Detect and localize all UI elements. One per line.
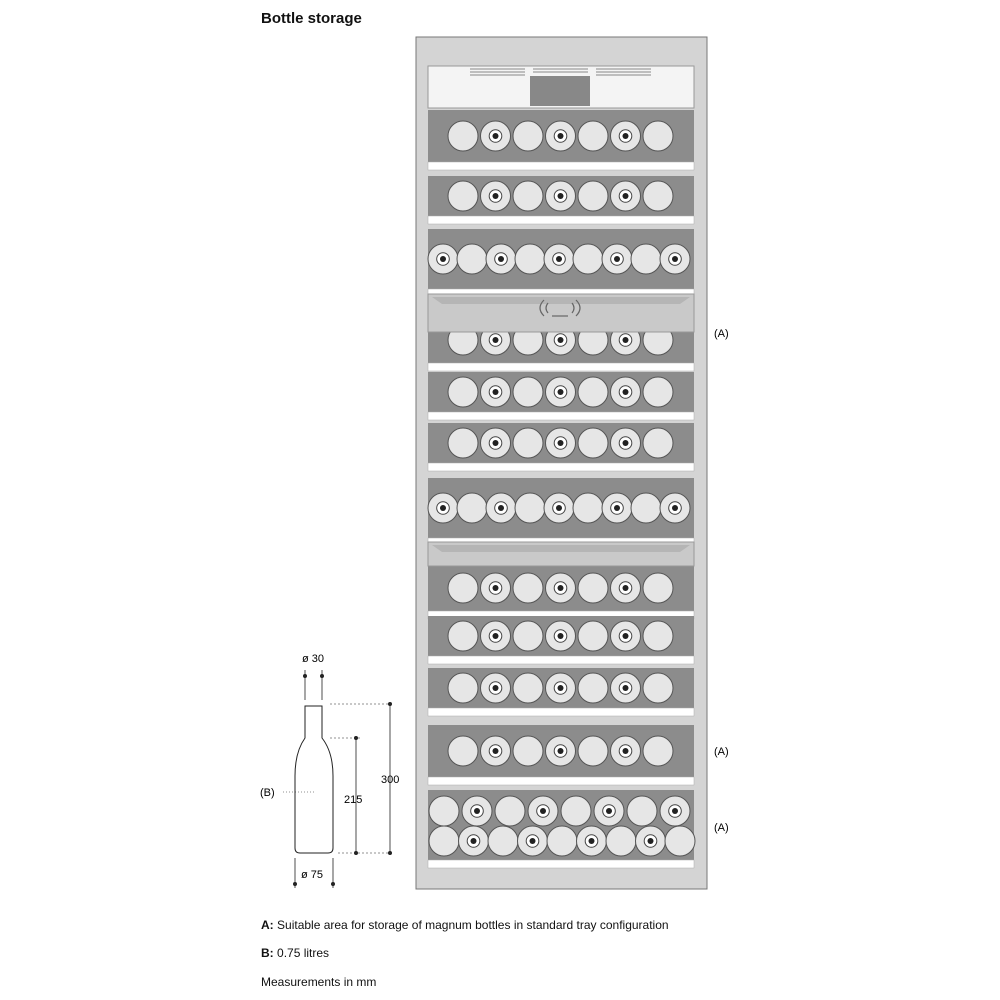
height-label: 300 (381, 774, 400, 786)
bottle-s8-1 (448, 573, 478, 603)
bottle-s10-1 (448, 673, 478, 703)
bottle-s9-5 (578, 621, 608, 651)
bottle-s8-6-cork (623, 585, 629, 591)
bottle-s10-5 (578, 673, 608, 703)
shelf-rail-5 (428, 412, 694, 420)
bottle-s11-4-cork (558, 748, 564, 754)
bottle-s4-4-cork (558, 337, 564, 343)
bottle-s11-1 (448, 736, 478, 766)
bottle-s6-3 (513, 428, 543, 458)
bottle-s3-3-cork (498, 256, 504, 262)
bottle-s12-bot-5 (547, 826, 577, 856)
bottle-s6-6-cork (623, 440, 629, 446)
bottle-s7-3-cork (498, 505, 504, 511)
bottle-s3-1-cork (440, 256, 446, 262)
divider-tray-lower-edge (432, 545, 690, 552)
bottle-s8-7 (643, 573, 673, 603)
bottle-s10-2-cork (493, 685, 499, 691)
bottle-s1-4-cork (558, 133, 564, 139)
neck-diameter-label: ø 30 (302, 653, 325, 665)
bottle-s1-5 (578, 121, 608, 151)
legend-a (261, 918, 669, 932)
bottle-s7-6 (573, 493, 603, 523)
bottle-s12-bot-4-cork (530, 838, 536, 844)
bottle-s8-4-cork (558, 585, 564, 591)
bottle-s11-2-cork (493, 748, 499, 754)
bottle-s2-4-cork (558, 193, 564, 199)
bottle-s5-2-cork (493, 389, 499, 395)
bottle-s2-1 (448, 181, 478, 211)
bottle-s5-5 (578, 377, 608, 407)
bottle-s12-top-7 (627, 796, 657, 826)
shelf-rail-2 (428, 216, 694, 224)
bottle-s7-4 (515, 493, 545, 523)
zone-label-lower-1: (A) (714, 746, 729, 758)
legend-b-text: 0.75 litres (277, 946, 330, 960)
bottle-s5-3 (513, 377, 543, 407)
bottle-s12-top-8-cork (672, 808, 678, 814)
bottle-s1-3 (513, 121, 543, 151)
bottle-outline (295, 706, 333, 853)
bottle-s5-4-cork (558, 389, 564, 395)
bottle-s9-2-cork (493, 633, 499, 639)
base-diameter-label: ø 75 (301, 869, 324, 881)
bottle-s3-9-cork (672, 256, 678, 262)
bottle-s7-1-cork (440, 505, 446, 511)
bottle-s7-5-cork (556, 505, 562, 511)
divider-tray-upper-edge (432, 297, 690, 304)
bottle-s12-bot-9 (665, 826, 695, 856)
bottle-s9-7 (643, 621, 673, 651)
legend-a-text: Suitable area for storage of magnum bottles in standard tray configuration (277, 918, 669, 932)
bottle-s2-7 (643, 181, 673, 211)
bottle-s12-bot-1 (429, 826, 459, 856)
zone-label-lower-2: (A) (714, 822, 729, 834)
bottle-s12-bot-6-cork (589, 838, 595, 844)
bottle-s10-7 (643, 673, 673, 703)
bottle-s1-6-cork (623, 133, 629, 139)
shelf-rail-6 (428, 463, 694, 471)
page-title: Bottle storage (261, 10, 362, 27)
bottle-s12-top-2-cork (474, 808, 480, 814)
bottle-s3-5-cork (556, 256, 562, 262)
bottle-s6-1 (448, 428, 478, 458)
bottle-s12-top-6-cork (606, 808, 612, 814)
bottle-s11-7 (643, 736, 673, 766)
zone-label-upper: (A) (714, 328, 729, 340)
display-window (530, 76, 590, 106)
bottle-s9-3 (513, 621, 543, 651)
bottle-s12-top-5 (561, 796, 591, 826)
bottle-s10-6-cork (623, 685, 629, 691)
bottle-s8-3 (513, 573, 543, 603)
shelf-rail-12 (428, 860, 694, 868)
bottle-s2-2-cork (493, 193, 499, 199)
bottle-s11-6-cork (623, 748, 629, 754)
bottle-s3-7-cork (614, 256, 620, 262)
bottle-s12-bot-2-cork (471, 838, 477, 844)
legend-a-key: A: (261, 918, 274, 932)
bottle-s11-3 (513, 736, 543, 766)
bottle-s7-7-cork (614, 505, 620, 511)
shelf-rail-11 (428, 777, 694, 785)
bottle-s12-bot-8-cork (648, 838, 654, 844)
legend-measurements: Measurements in mm (261, 975, 377, 989)
bottle-s12-bot-7 (606, 826, 636, 856)
bottle-s6-4-cork (558, 440, 564, 446)
bottle-s3-2 (457, 244, 487, 274)
bottle-s7-8 (631, 493, 661, 523)
bottle-s9-4-cork (558, 633, 564, 639)
legend-b-key: B: (261, 946, 274, 960)
bottle-s10-4-cork (558, 685, 564, 691)
bottle-s8-2-cork (493, 585, 499, 591)
shelf-rail-10 (428, 708, 694, 716)
bottle-s11-5 (578, 736, 608, 766)
bottle-s3-8 (631, 244, 661, 274)
bottle-s10-3 (513, 673, 543, 703)
bottle-s6-5 (578, 428, 608, 458)
bottle-b-label: (B) (260, 787, 275, 799)
bottle-s12-top-1 (429, 796, 459, 826)
bottle-dimension-drawing (260, 653, 399, 888)
bottle-s9-6-cork (623, 633, 629, 639)
bottle-s4-2-cork (493, 337, 499, 343)
bottle-s5-7 (643, 377, 673, 407)
bottle-s3-6 (573, 244, 603, 274)
bottle-s12-top-3 (495, 796, 525, 826)
shelves-group (428, 110, 695, 868)
bottle-s7-2 (457, 493, 487, 523)
bottle-s1-1 (448, 121, 478, 151)
bottle-s2-3 (513, 181, 543, 211)
bottle-s3-4 (515, 244, 545, 274)
legend-b (261, 946, 329, 960)
bottle-s1-2-cork (493, 133, 499, 139)
bottle-s9-1 (448, 621, 478, 651)
bottle-s7-9-cork (672, 505, 678, 511)
bottle-s1-7 (643, 121, 673, 151)
body-height-label: 215 (344, 794, 363, 806)
shelf-rail-4 (428, 363, 694, 371)
bottle-s12-bot-3 (488, 826, 518, 856)
shelf-rail-1 (428, 162, 694, 170)
shelf-rail-9 (428, 656, 694, 664)
bottle-s12-top-4-cork (540, 808, 546, 814)
bottle-s2-6-cork (623, 193, 629, 199)
bottle-s8-5 (578, 573, 608, 603)
bottle-s4-6-cork (623, 337, 629, 343)
bottle-s2-5 (578, 181, 608, 211)
bottle-s6-2-cork (493, 440, 499, 446)
bottle-s5-6-cork (623, 389, 629, 395)
bottle-s5-1 (448, 377, 478, 407)
bottle-s6-7 (643, 428, 673, 458)
